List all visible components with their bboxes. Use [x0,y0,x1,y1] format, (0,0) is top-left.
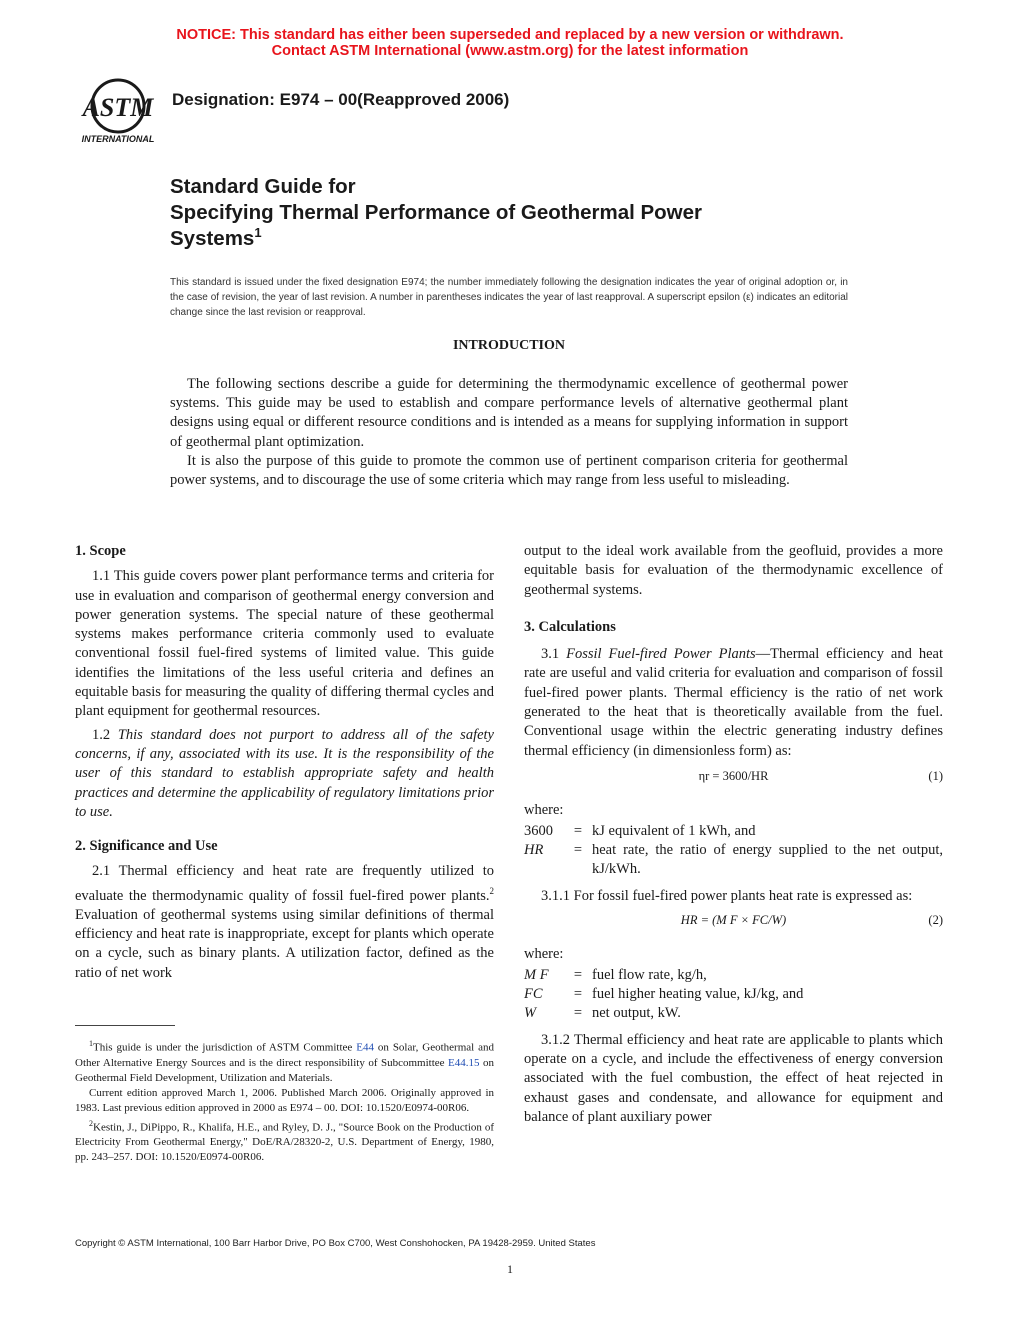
title-line-3: Systems [170,227,255,250]
paragraph-3-1-1: 3.1.1 For fossil fuel-fired power plants heat rate is expressed as: [541,888,913,905]
footnote-1-edition: Current edition approved March 1, 2006. Published March 2006. Originally approved in 1983. Last previous edition approved in 2000 as E974 – 00. DOI: 10.1520/E0974-00R06. [75,1086,494,1114]
definition-description: net output, kW. [592,1004,681,1021]
footnote-1-text-b: on Solar, Geothermal and Other Alternative Energy Sources and is the direct responsibility of Subcommittee [75,1041,494,1069]
logo-text: ASTM [82,93,154,122]
paragraph-1-2 [75,726,494,822]
paragraph-3-1-text: —Thermal efficiency and heat rate are useful and valid criteria for evaluation and comparison of fossil fuel-fired power plants. Thermal efficiency is the ratio of net work generated to the heat that is theoretically available from the fuel. Conventional usage within the electric generating industry defines thermal efficiency (in dimensionless form) as: [524,646,943,759]
intro-paragraph-2: It is also the purpose of this guide to promote the common use of pertinent comparison criteria for geothermal power systems, and to discourage the use of some criteria which may range from less useful to misleading. [170,452,848,489]
footnotes [75,1036,494,1165]
committee-e44-link[interactable]: E44 [356,1041,374,1054]
definition-description: fuel flow rate, kg/h, [592,966,707,983]
definitions-table-2 [524,966,803,1023]
right-column [524,542,943,1127]
definition-description: fuel higher heating value, kJ/kg, and [592,985,804,1002]
title-footnote-ref: 1 [254,225,262,241]
definition-symbol: M F [524,966,549,983]
title-line-2: Specifying Thermal Performance of Geothermal Power [170,201,703,224]
definition-description: heat rate, the ratio of energy supplied to the net output, kJ/kWh. [592,842,943,878]
designation: Designation: E974 – 00(Reapproved 2006) [172,90,510,109]
definition-description: kJ equivalent of 1 kWh, and [592,823,756,840]
definition-row [524,1004,803,1023]
issued-note: This standard is issued under the fixed designation E974; the number immediately following the designation indicates the year of original adoption or, in the case of revision, the year of last revision. A number in parentheses indicates the year of last reapproval. A superscript epsilon (ε) indicates an editorial change since the last revision or reapproval. [170,277,848,318]
definition-equals: = [573,842,583,859]
subcommittee-e44-15-link[interactable]: E44.15 [448,1056,480,1069]
definition-symbol: HR [524,842,544,859]
definition-row [524,822,943,841]
copyright: Copyright © ASTM International, 100 Barr Harbor Drive, PO Box C700, West Conshohocken, PA 19428-2959. United States [75,1238,596,1249]
footnote-1-ref: 1 [89,1039,93,1048]
paragraph-2-1 [75,862,494,983]
notice-line-1: NOTICE: This standard has either been superseded and replaced by a new version or withdrawn. [176,27,844,43]
notice-line-2: Contact ASTM International (www.astm.org) for the latest information [271,43,749,59]
paragraph-1-1: 1.1 This guide covers power plant performance terms and criteria for use in evaluation and comparison of geothermal energy conversion and power generation systems. The special nature of these geothermal systems makes performance criteria commonly used to evaluate conventional fossil fuel-fired systems of limited value. This guide identifies the limitations of the less useful criteria and defines an equitable basis for measuring the quality of differing thermal cycles and plant equipment for geothermal resources. [75,568,494,720]
page-number: 1 [507,1262,513,1276]
introduction-body [170,375,848,490]
footnote-2-ref: 2 [489,885,494,896]
footnote-2-number: 2 [89,1118,93,1128]
definitions-table-1 [524,822,943,879]
equation-2-text: HR = (M F × FC/W) [680,912,787,927]
section-2-heading: 2. Significance and Use [75,838,218,855]
definition-symbol: W [524,1004,537,1021]
paragraph-1-2-number: 1.2 [92,726,118,743]
equation-1 [524,767,943,793]
paragraph-3-1-number: 3.1 [541,646,567,663]
document-title [170,174,870,252]
title-line-1: Standard Guide for [170,175,356,198]
paragraph-2-1-part-b: Evaluation of geothermal systems using similar definitions of thermal efficiency and heat rate is inappropriate, except for plants which operate on a cycle, such as binary plants. A utilization factor, defined as the ratio of net work [75,906,494,981]
footnote-divider [75,1025,175,1026]
paragraph-1-2-text: This standard does not purport to address all of the safety concerns, if any, associated with its use. It is the responsibility of the user of this standard to establish appropriate safety and health practices and determine the applicability of regulatory limitations prior to use. [75,726,494,820]
logo-subtext: INTERNATIONAL [81,134,155,144]
paragraph-3-1 [524,645,943,761]
footnote-2-text: Kestin, J., DiPippo, R., Khalifa, H.E., and Ryley, D. J., "Source Book on the Production of Electricity From Geothermal Energy," DoE/RA/28320-2, U.S. Department of Energy, 1980, pp. 243–257. DOI: 10.1520/E0974-00R06. [75,1121,494,1164]
paragraph-3-1-title: Fossil Fuel-fired Power Plants [566,646,756,663]
astm-logo [72,76,164,146]
equation-2 [524,911,943,937]
paragraph-2-1-part-a: 2.1 Thermal efficiency and heat rate are frequently utilized to evaluate the thermodynamic quality of fossil fuel-fired power plants. [75,863,494,904]
definition-row [524,985,803,1004]
left-column [75,542,494,983]
footnote-2 [75,1116,494,1166]
section-1-heading: 1. Scope [75,543,126,559]
equation-1-number: (1) [928,768,943,783]
equation-2-number: (2) [928,912,943,927]
definition-equals: = [573,1004,583,1021]
definition-equals: = [573,823,583,840]
definition-equals: = [573,985,583,1002]
where-label-2: where: [524,945,564,962]
definition-symbol: 3600 [524,823,553,840]
paragraph-2-1-continued: output to the ideal work available from the geofluid, provides a more equitable basis for evaluation of the thermodynamic excellence of geothermal systems. [524,543,943,598]
paragraph-3-1-2: 3.1.2 Thermal efficiency and heat rate are applicable to plants which operate on a cycle, and include the effectiveness of energy conversion associated with the fuel combustion, the effect of heat rejected in exhaust gases and condensate, and allowance for equipment and balance of plant auxiliary power [524,1031,943,1126]
equation-1-text: ηr = 3600/HR [698,768,769,783]
definition-symbol: FC [524,985,543,1002]
introduction-heading: INTRODUCTION [452,338,565,353]
definition-row [524,841,943,879]
section-3-heading: 3. Calculations [524,618,616,635]
footnote-1-text-a: This guide is under the jurisdiction of ASTM Committee [93,1041,357,1054]
footnote-1-text-c: on Geothermal Field Development, Utilization and Materials. [75,1056,495,1084]
intro-paragraph-1: The following sections describe a guide for determining the thermodynamic excellence of geothermal power systems. This guide may be used to establish and compare performance levels of alternative geothermal plant designs using equal or different resource conditions and is intended as a means for supplying information in support of geothermal plant optimization. [170,376,848,450]
definition-row [524,966,803,985]
definition-equals: = [573,966,583,983]
where-label-1: where: [524,801,564,818]
footnote-1 [75,1036,494,1086]
